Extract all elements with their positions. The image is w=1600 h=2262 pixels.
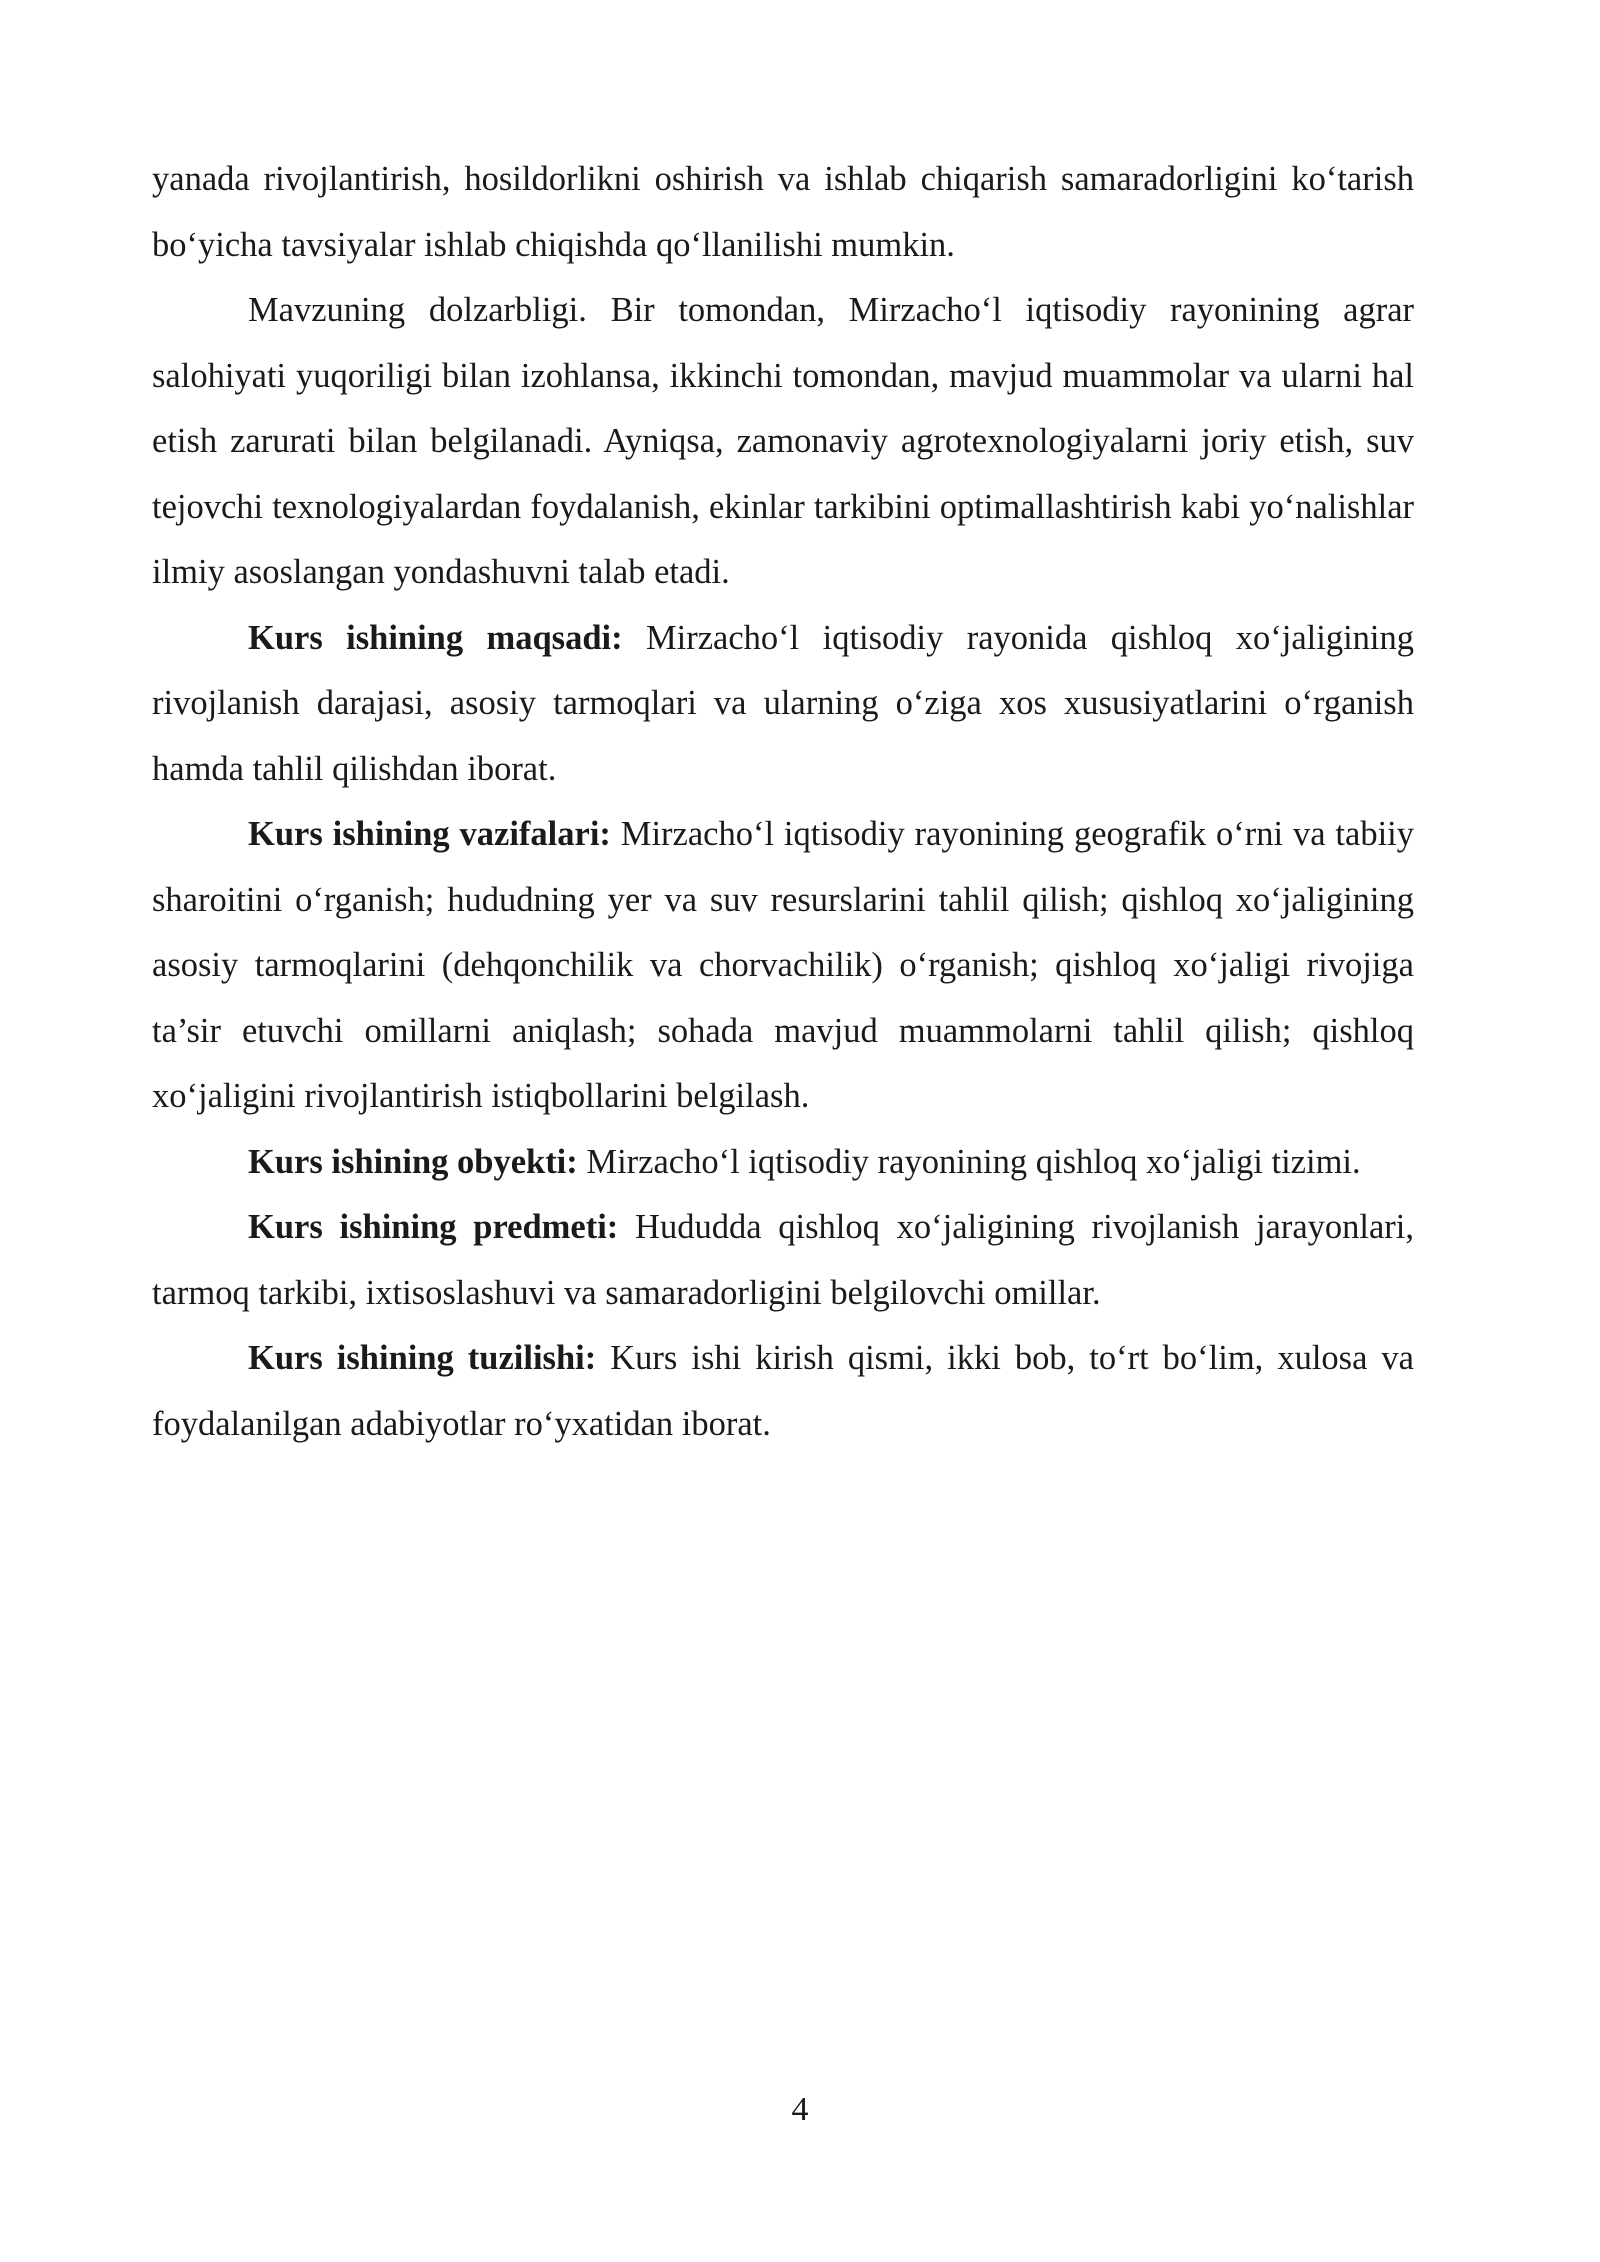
paragraph-lead: Kurs ishining vazifalari:: [248, 815, 611, 853]
paragraph-text: Mirzacho‘l iqtisodiy rayonining geografik o‘rni va tabiiy sharoitini o‘rganish; hududning yer va suv resurslarini tahlil qilish; qishloq xo‘jaligining asosiy tarmoqlarini (dehqonchilik va chorvachilik) o‘rganish; qishloq xo‘jaligi rivojiga ta’sir etuvchi omillarni aniqlash; sohada mavjud muammolarni tahlil qilish; qishloq xo‘jaligini rivojlantirish istiqbollarini belgilash.: [152, 815, 1414, 1115]
paragraph-text: Mirzacho‘l iqtisodiy rayonining qishloq xo‘jaligi tizimi.: [577, 1142, 1361, 1181]
paragraph-goal: [152, 606, 1414, 803]
paragraph-tasks: [152, 802, 1414, 1130]
paragraph-text: Mavzuning dolzarbligi. Bir tomondan, Mirzacho‘l iqtisodiy rayonining agrar salohiyati yuqoriligi bilan izohlansa, ikkinchi tomondan, mavjud muammolar va ularni hal etish zarurati bilan belgilanadi. Ayniqsa, zamonaviy agrotexnologiyalarni joriy etish, suv tejovchi texnologiyalardan foydalanish, ekinlar tarkibini optimallashtirish kabi yo‘nalishlar ilmiy asoslangan yondashuvni talab etadi.: [152, 291, 1414, 591]
paragraph-text: Kurs ishi kirish qismi, ikki bob, to‘rt bo‘lim, xulosa va foydalanilgan adabiyotlar ro‘yxatidan iborat.: [152, 1339, 1414, 1443]
paragraph-text: Hududda qishloq xo‘jaligining rivojlanish jarayonlari, tarmoq tarkibi, ixtisoslashuvi va samaradorligini belgilovchi omillar.: [152, 1208, 1415, 1312]
paragraph-object: [152, 1130, 1414, 1196]
page-number: 4: [791, 2091, 809, 2128]
page-body: [152, 147, 1414, 1457]
paragraph-lead: Kurs ishining maqsadi:: [248, 618, 623, 657]
paragraph-lead: Kurs ishining predmeti:: [248, 1208, 619, 1246]
paragraph-subject: [152, 1195, 1414, 1326]
paragraph-text: yanada rivojlantirish, hosildorlikni oshirish va ishlab chiqarish samaradorligini ko‘tarish bo‘yicha tavsiyalar ishlab chiqishda qo‘llanilishi mumkin.: [152, 160, 1414, 264]
paragraph-lead: Kurs ishining tuzilishi:: [248, 1339, 597, 1377]
paragraph-continuation: [152, 147, 1414, 278]
paragraph-relevance: [152, 278, 1414, 606]
paragraph-lead: Kurs ishining obyekti:: [248, 1142, 578, 1181]
paragraph-text: Mirzacho‘l iqtisodiy rayonida qishloq xo‘jaligining rivojlanish darajasi, asosiy tarmoqlari va ularning o‘ziga xos xususiyatlarini o‘rganish hamda tahlil qilishdan iborat.: [152, 618, 1414, 788]
paragraph-structure: [152, 1326, 1414, 1457]
